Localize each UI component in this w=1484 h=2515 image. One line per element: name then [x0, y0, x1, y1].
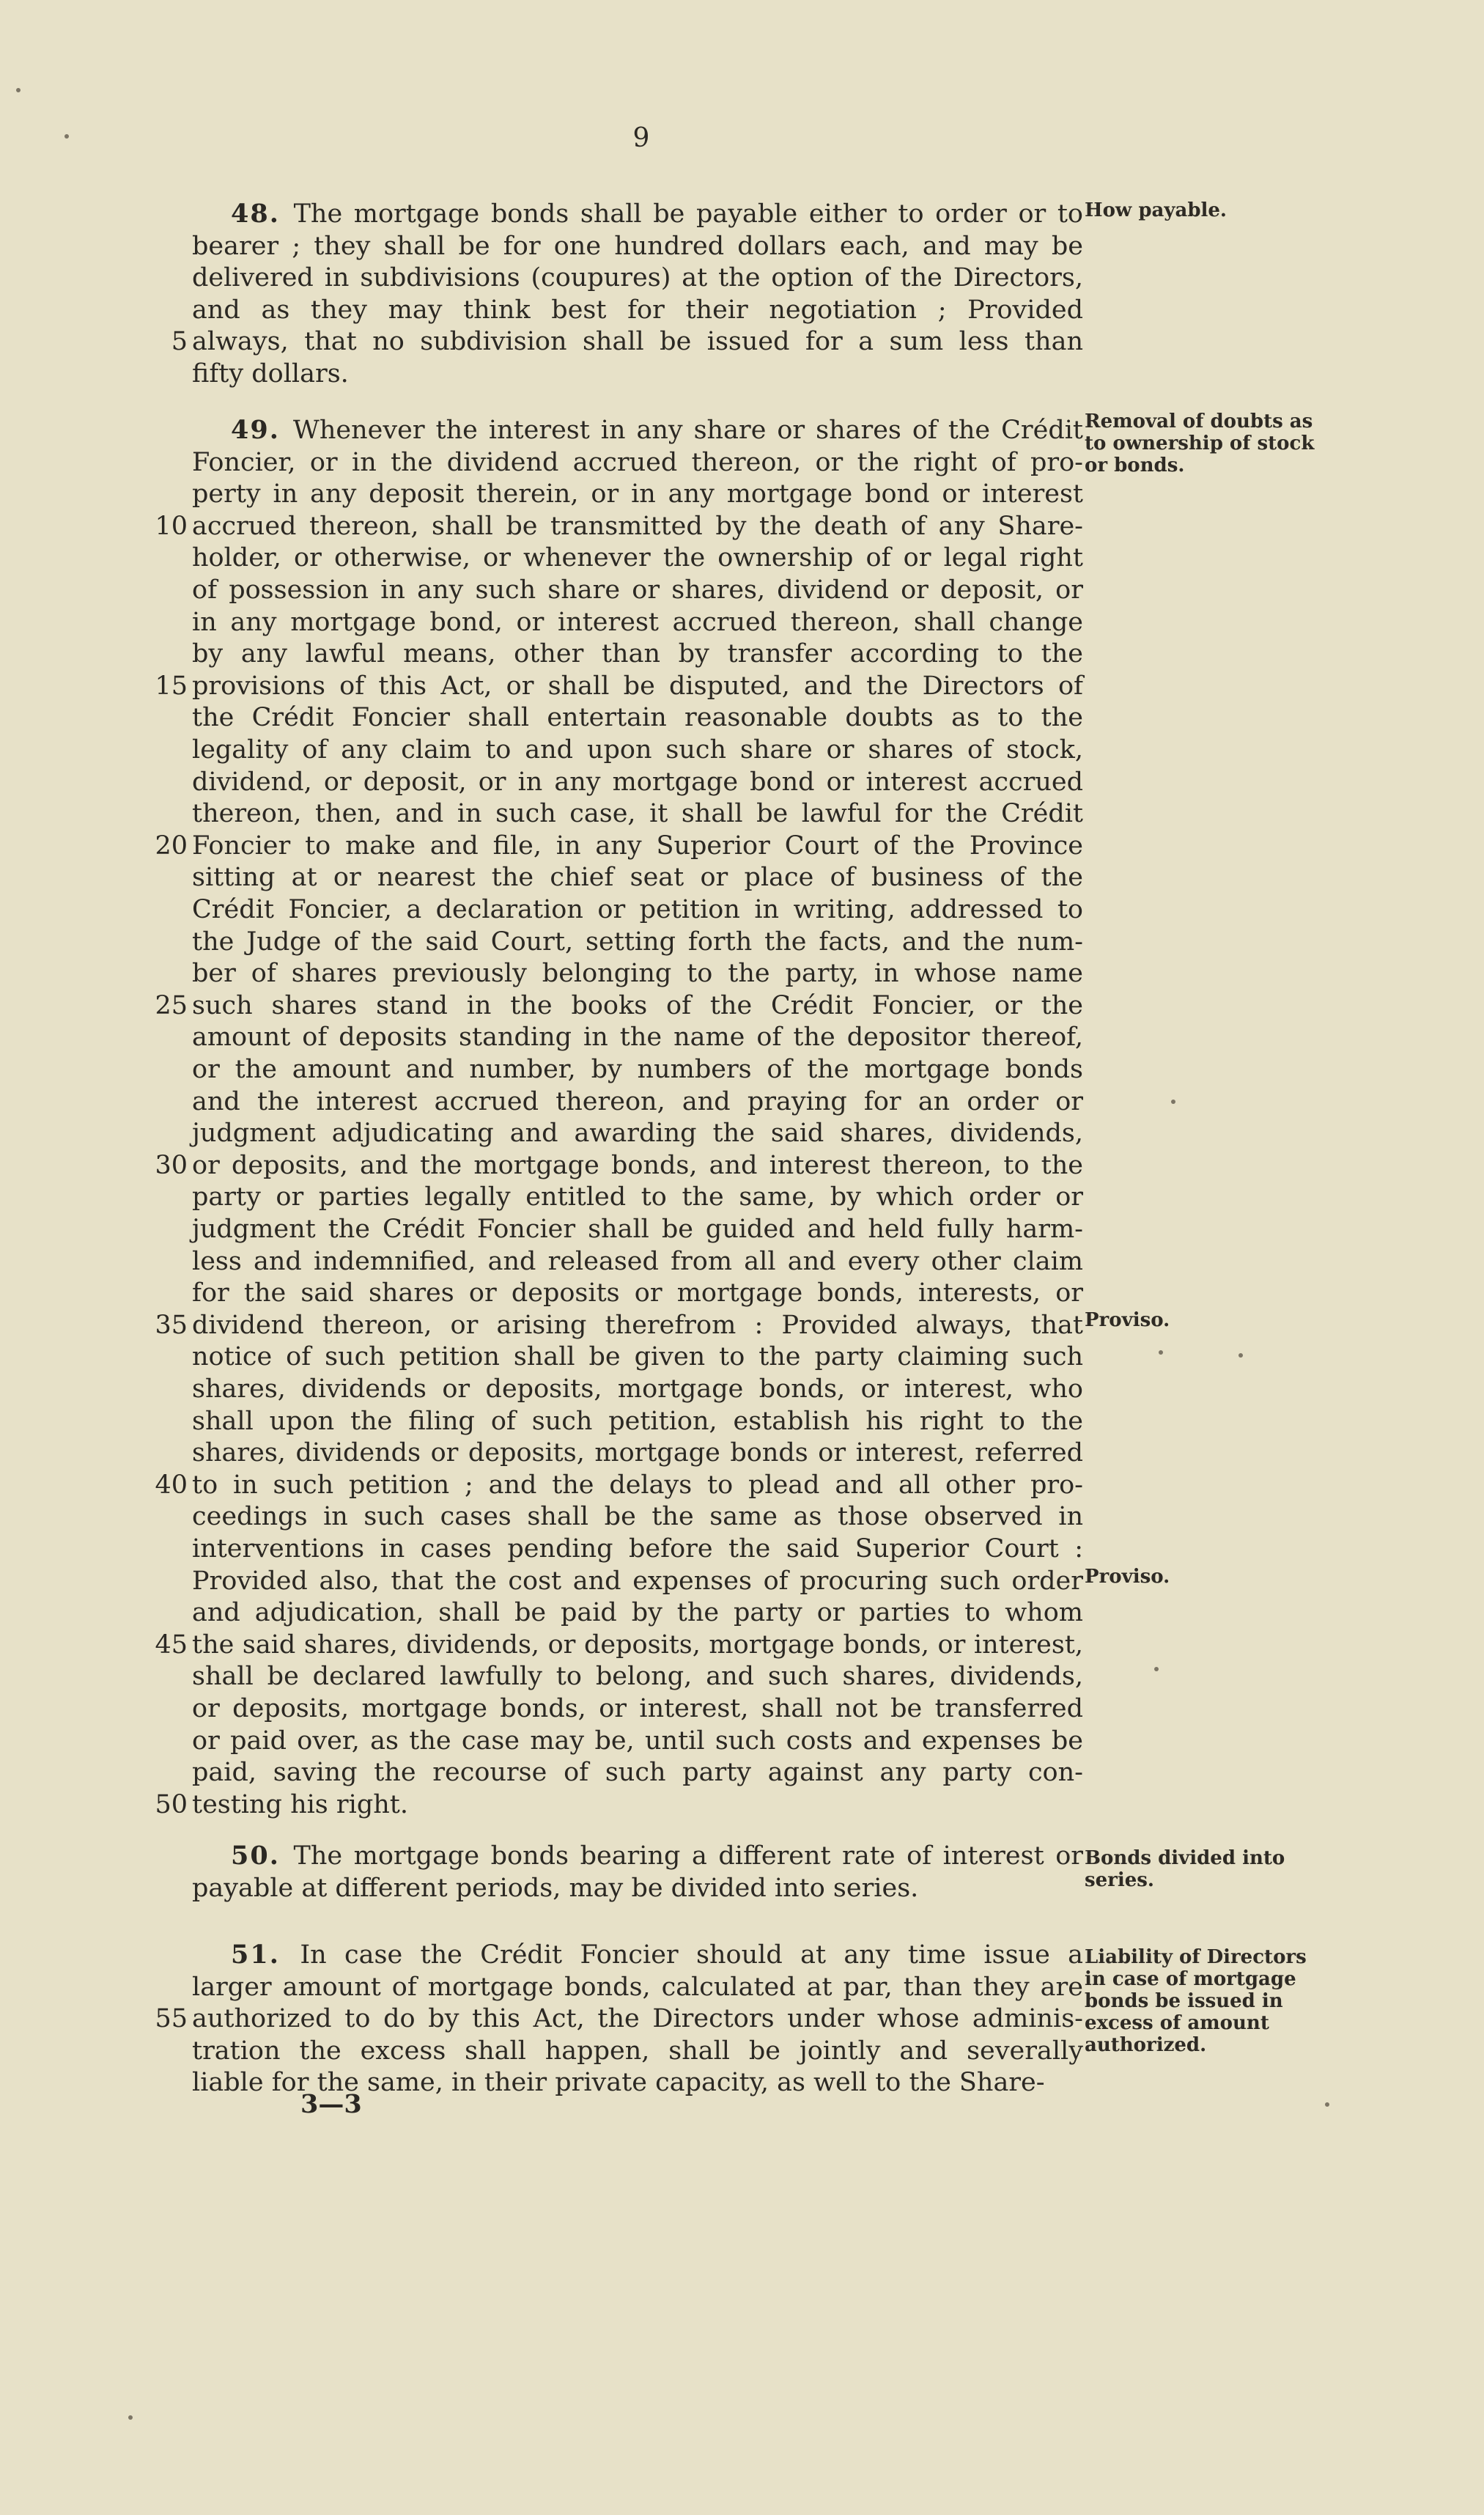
section-number: 51. [231, 1940, 300, 1970]
line-number: 55 [155, 2004, 188, 2034]
line-text: less and indemnified, and released from all and every other claim [192, 1246, 1083, 1276]
text-line [192, 1245, 1083, 1278]
paper-speck [16, 88, 21, 92]
text-line [192, 510, 1083, 542]
line-text: the said shares, dividends, or deposits, mortgage bonds, or interest, [192, 1630, 1083, 1660]
line-text: notice of such petition shall be given to the party claiming such [192, 1342, 1083, 1372]
text-line [192, 2035, 1083, 2067]
line-text: shares, dividends or deposits, mortgage bonds, or interest, who [192, 1374, 1083, 1404]
text-line [231, 1939, 1083, 1971]
text-line [192, 1181, 1083, 1213]
text-line [192, 990, 1083, 1022]
text-line [192, 1341, 1083, 1373]
line-text: to in such petition ; and the delays to plead and all other pro- [192, 1470, 1083, 1500]
line-text: of possession in any such share or shares, dividend or deposit, or [192, 575, 1083, 605]
text-line [192, 1117, 1083, 1149]
text-line [192, 670, 1083, 702]
text-line [231, 198, 1083, 230]
line-text: the Crédit Foncier shall entertain reasonable doubts as to the [192, 703, 1083, 733]
line-text: for the said shares or deposits or mortgage bonds, interests, or [192, 1278, 1083, 1308]
text-line [192, 1149, 1083, 1182]
text-line [192, 1309, 1083, 1341]
line-text: Provided also, that the cost and expenses of procuring such order [192, 1566, 1083, 1596]
text-line [192, 1565, 1083, 1597]
line-number: 30 [155, 1150, 188, 1180]
line-text: ceedings in such cases shall be the same as those observed in [192, 1502, 1083, 1532]
line-number: 45 [155, 1630, 188, 1660]
text-line [192, 1533, 1083, 1565]
line-text: shall upon the filing of such petition, establish his right to the [192, 1406, 1083, 1436]
line-number: 35 [155, 1310, 188, 1340]
margin-note: Removal of doubts as to ownership of stock or bonds. [1085, 410, 1315, 476]
line-text: shall be declared lawfully to belong, and such shares, dividends, [192, 1662, 1083, 1692]
line-text: bearer ; they shall be for one hundred dollars each, and may be [192, 231, 1083, 261]
text-line [192, 446, 1083, 479]
line-text: Whenever the interest in any share or shares of the Crédit [292, 416, 1083, 445]
line-text: The mortgage bonds bearing a different rate of interest or [293, 1841, 1083, 1871]
line-text: always, that no subdivision shall be issued for a sum less than [192, 327, 1083, 357]
line-text: delivered in subdivisions (coupures) at the option of the Directors, [192, 263, 1083, 293]
line-text: or deposits, and the mortgage bonds, and interest thereon, to the [192, 1150, 1083, 1180]
line-text: liable for the same, in their private capacity, as well to the Share- [192, 2068, 1045, 2098]
text-line [192, 926, 1083, 958]
paper-speck [128, 2415, 133, 2420]
paper-speck [1171, 1100, 1175, 1104]
text-line [192, 1971, 1083, 2003]
text-line [192, 606, 1083, 638]
text-line [192, 542, 1083, 574]
line-text: judgment adjudicating and awarding the said shares, dividends, [192, 1119, 1083, 1149]
page-number: 9 [632, 123, 650, 153]
text-line [192, 702, 1083, 734]
line-text: and the interest accrued thereon, and praying for an order or [192, 1086, 1083, 1116]
paper-speck [1154, 1667, 1159, 1671]
line-text: judgment the Crédit Foncier shall be guided and held fully harm- [192, 1215, 1083, 1244]
line-text: legality of any claim to and upon such share or shares of stock, [192, 735, 1083, 765]
line-text: ber of shares previously belonging to the party, in whose name [192, 959, 1083, 989]
line-text: testing his right. [192, 1789, 408, 1819]
line-text: Crédit Foncier, a declaration or petition in writing, addressed to [192, 895, 1083, 924]
margin-note: Liability of Directors in case of mortgage bonds be issued in excess of amount authorized. [1085, 1946, 1307, 2056]
line-number: 15 [155, 671, 188, 701]
text-line [192, 478, 1083, 510]
line-text: in any mortgage bond, or interest accrued thereon, shall change [192, 607, 1083, 637]
line-number: 20 [155, 831, 188, 861]
text-line [192, 798, 1083, 830]
line-text: or deposits, mortgage bonds, or interest, shall not be transferred [192, 1694, 1083, 1723]
line-text: accrued thereon, shall be transmitted by the death of any Share- [192, 511, 1083, 541]
text-line [192, 1277, 1083, 1309]
margin-note: Proviso. [1085, 1566, 1170, 1588]
text-line [192, 957, 1083, 990]
text-line [192, 1500, 1083, 1533]
text-line [192, 1597, 1083, 1629]
text-line [192, 1756, 1083, 1789]
text-line [192, 861, 1083, 894]
text-line [192, 830, 1083, 862]
paper-speck [1325, 2102, 1329, 2107]
text-line [192, 325, 1083, 358]
line-text: interventions in cases pending before the said Superior Court : [192, 1534, 1083, 1564]
line-text: or the amount and number, by numbers of the mortgage bonds [192, 1055, 1083, 1084]
text-line [192, 1405, 1083, 1437]
margin-note: Bonds divided into series. [1085, 1847, 1285, 1891]
text-line [192, 262, 1083, 294]
line-text: such shares stand in the books of the Crédit Foncier, or the [192, 990, 1083, 1020]
section-number: 50. [231, 1841, 294, 1871]
line-text: shares, dividends or deposits, mortgage bonds or interest, referred [192, 1438, 1083, 1468]
text-line [192, 1725, 1083, 1757]
text-line [192, 358, 1083, 390]
line-number: 50 [155, 1789, 188, 1819]
text-line [192, 734, 1083, 766]
text-line [192, 1660, 1083, 1693]
line-text: tration the excess shall happen, shall be jointly and severally [192, 2036, 1083, 2066]
line-text: dividend thereon, or arising therefrom : Provided always, that [192, 1310, 1083, 1340]
text-line [192, 1373, 1083, 1405]
text-line [192, 2003, 1083, 2035]
line-text: by any lawful means, other than by transfer according to the [192, 639, 1083, 669]
paper-speck [64, 134, 69, 139]
text-line [192, 1789, 1083, 1821]
paper-speck [1159, 1350, 1163, 1355]
line-text: holder, or otherwise, or whenever the ownership of or legal right [192, 543, 1083, 573]
line-text: and adjudication, shall be paid by the party or parties to whom [192, 1598, 1083, 1628]
text-line [192, 294, 1083, 326]
line-text: and as they may think best for their negotiation ; Provided [192, 295, 1083, 325]
text-line [192, 1629, 1083, 1661]
text-line [192, 1053, 1083, 1086]
line-text: thereon, then, and in such case, it shall be lawful for the Crédit [192, 799, 1083, 829]
line-text: Foncier, or in the dividend accrued thereon, or the right of pro- [192, 447, 1083, 477]
line-text: Foncier to make and file, in any Superior Court of the Province [192, 831, 1083, 861]
text-line [192, 766, 1083, 798]
line-text: payable at different periods, may be divided into series. [192, 1873, 919, 1903]
text-line [192, 638, 1083, 670]
line-text: authorized to do by this Act, the Directors under whose adminis- [192, 2004, 1083, 2034]
line-text: perty in any deposit therein, or in any mortgage bond or interest [192, 479, 1083, 509]
text-line [192, 574, 1083, 606]
line-text: provisions of this Act, or shall be disputed, and the Directors of [192, 671, 1083, 701]
text-line [192, 1213, 1083, 1245]
line-text: dividend, or deposit, or in any mortgage bond or interest accrued [192, 767, 1083, 797]
section-number: 48. [231, 199, 294, 229]
margin-note: How payable. [1085, 199, 1227, 221]
line-text: party or parties legally entitled to the same, by which order or [192, 1182, 1083, 1212]
line-text: larger amount of mortgage bonds, calculated at par, than they are [192, 1972, 1083, 2002]
line-number: 25 [155, 990, 188, 1020]
line-number: 40 [155, 1470, 188, 1500]
text-line [231, 414, 1083, 446]
margin-note: Proviso. [1085, 1309, 1170, 1331]
text-line [192, 894, 1083, 926]
line-number: 5 [171, 327, 188, 357]
paper-speck [1238, 1353, 1243, 1358]
text-line [192, 1693, 1083, 1725]
text-line [192, 1872, 1083, 1904]
line-text: sitting at or nearest the chief seat or place of business of the [192, 863, 1083, 893]
text-line [192, 1469, 1083, 1501]
signature-mark: 3—3 [300, 2089, 362, 2119]
line-text: or paid over, as the case may be, until such costs and expenses be [192, 1726, 1083, 1756]
section-number: 49. [231, 415, 293, 445]
text-line [192, 1086, 1083, 1118]
line-text: the Judge of the said Court, setting forth the facts, and the num- [192, 927, 1083, 957]
line-text: amount of deposits standing in the name of the depositor thereof, [192, 1023, 1083, 1053]
text-line [192, 230, 1083, 262]
line-number: 10 [155, 511, 188, 541]
text-line [192, 1437, 1083, 1469]
line-text: The mortgage bonds shall be payable either to order or to [293, 199, 1084, 229]
text-line [231, 1840, 1083, 1872]
text-line [192, 1021, 1083, 1053]
line-text: paid, saving the recourse of such party against any party con- [192, 1758, 1083, 1788]
line-text: fifty dollars. [192, 359, 349, 389]
line-text: In case the Crédit Foncier should at any time issue a [300, 1940, 1084, 1970]
